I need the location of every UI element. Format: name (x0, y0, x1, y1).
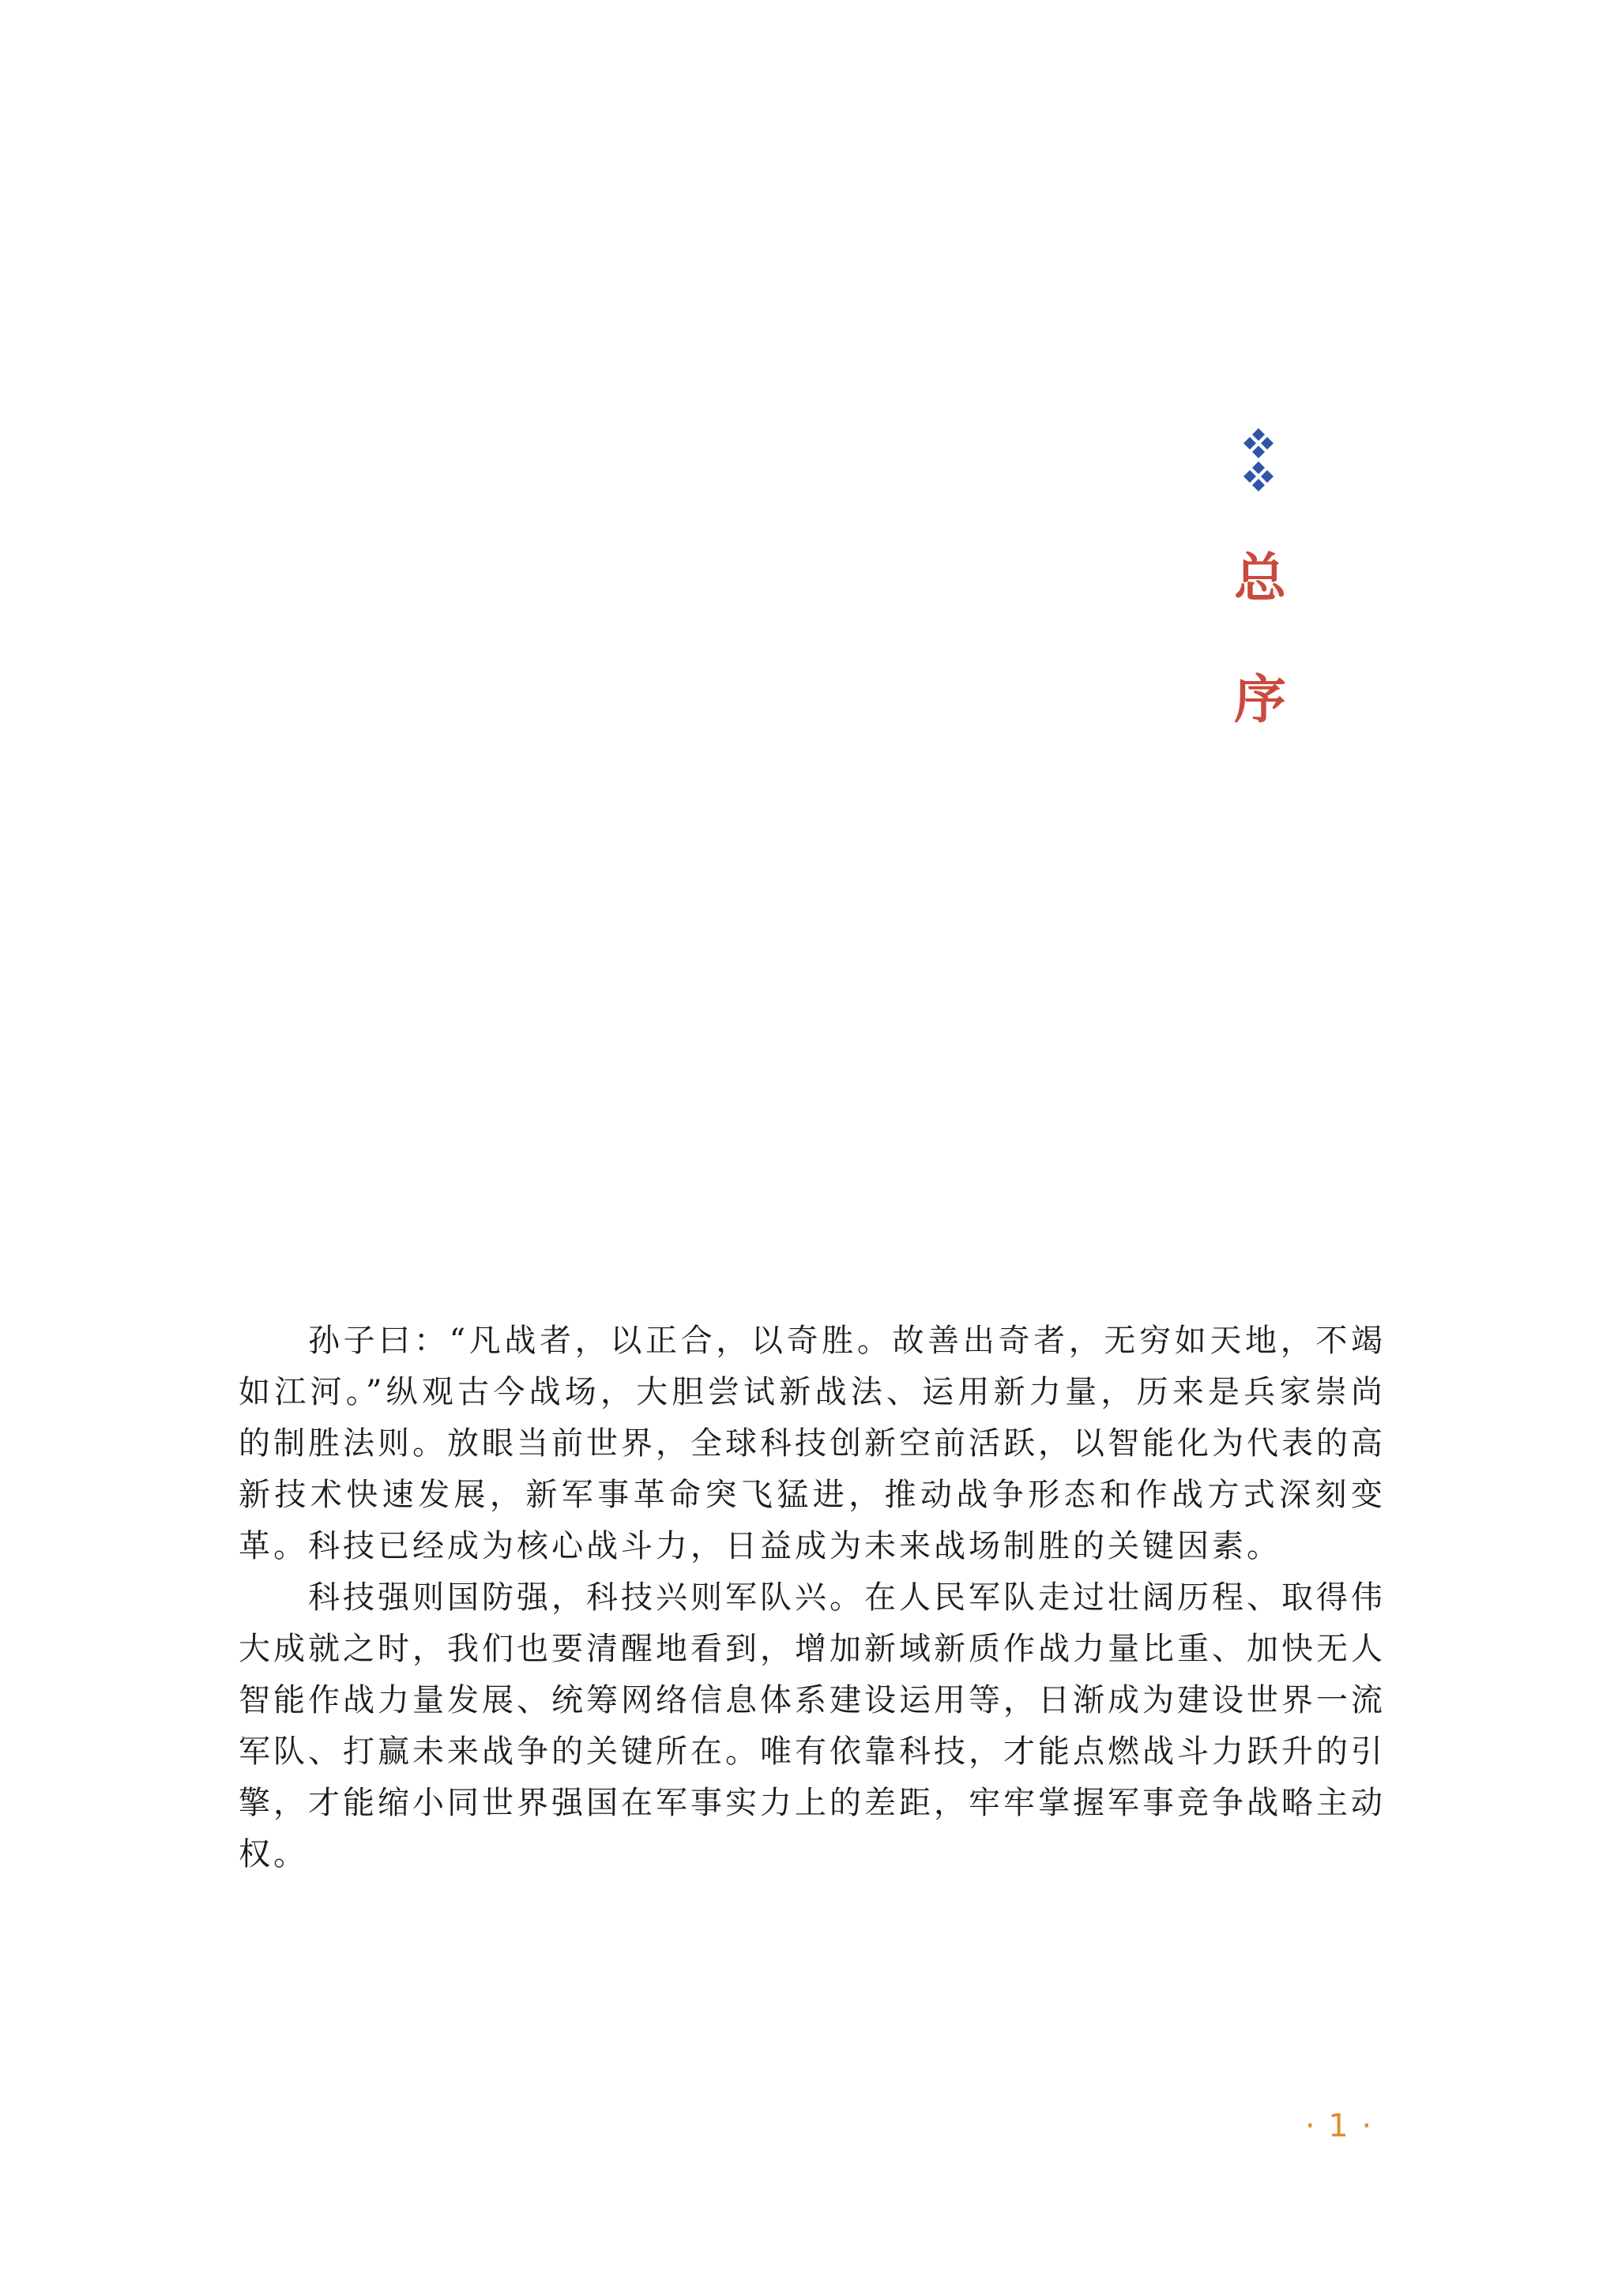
body-text (239, 1315, 1386, 1880)
title-char-2: 序 (1234, 668, 1286, 730)
title-char-1: 总 (1234, 547, 1286, 608)
paragraph-2: 科技强则国防强，科技兴则军队兴。在人民军队走过壮阔历程、取得伟大成就之时，我们也要清醒地看到，增加新域新质作战力量比重、加快无人智能作战力量发展、统筹网络信息体系建设运用等，日渐成为建设世界一流军队、打赢未来战争的关键所在。唯有依靠科技，才能点燃战斗力跃升的引擎，才能缩小同世界强国在军事实力上的差距，牢牢掌握军事竞争战略主动权。 (239, 1579, 1386, 1873)
page-number: · 1 · (1304, 2108, 1374, 2144)
paragraph-1: 孙子曰：“凡战者，以正合，以奇胜。故善出奇者，无穷如天地，不竭如江河。”纵观古今战场，大胆尝试新战法、运用新力量，历来是兵家崇尚的制胜法则。放眼当前世界，全球科技创新空前活跃，以智能化为代表的高新技术快速发展，新军事革命突飞猛进，推动战争形态和作战方式深刻变革。科技已经成为核心战斗力，日益成为未来战场制胜的关键因素。 (239, 1323, 1386, 1564)
double-diamond-cluster-icon (1237, 427, 1280, 493)
